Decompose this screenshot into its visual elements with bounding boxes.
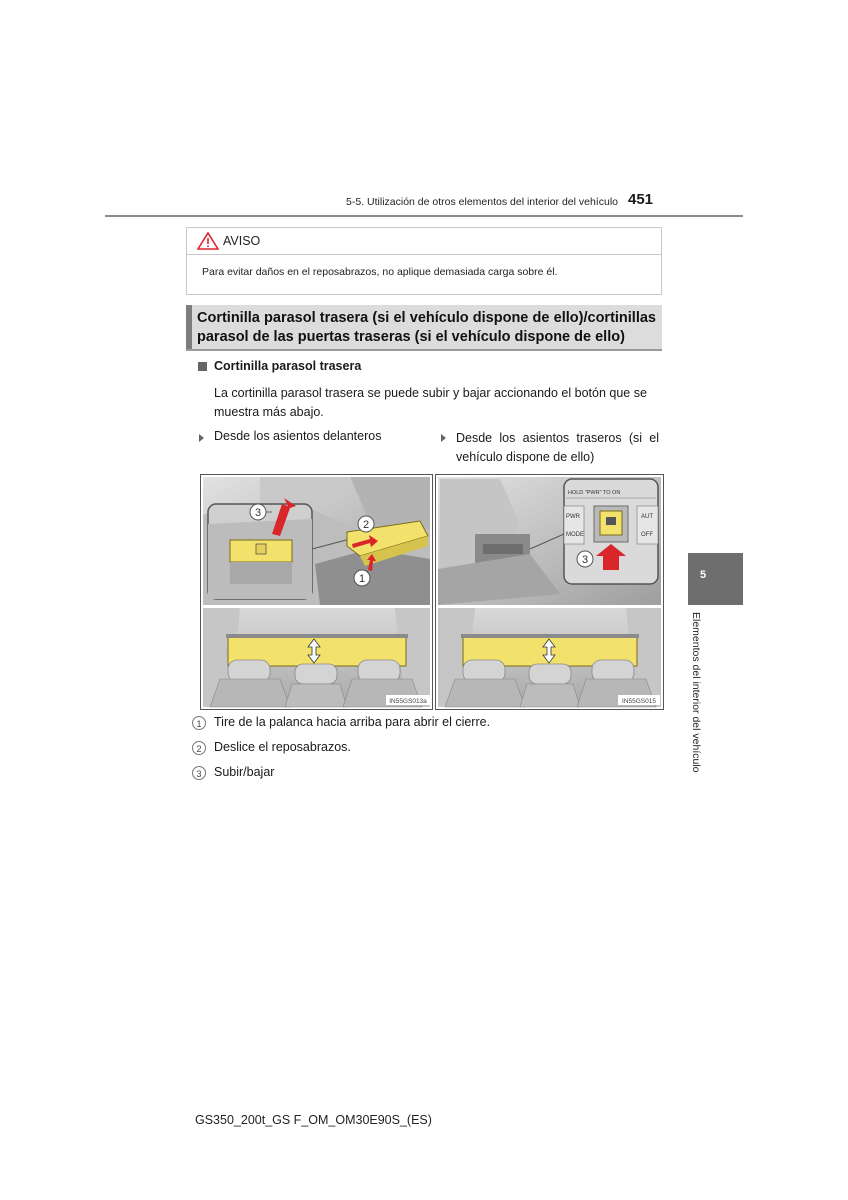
rear-sunshade-left [203, 608, 430, 707]
subsection-body: La cortinilla parasol trasera se puede subir y bajar accionando el botón que se muestra más abajo. [214, 386, 647, 419]
rear-armrest-panel [438, 477, 661, 605]
subsection-title: Cortinilla parasol trasera [214, 359, 362, 373]
sunshade-illustration [200, 474, 665, 710]
square-bullet-icon [198, 362, 207, 371]
warning-box [186, 227, 662, 295]
panel-label-hold-pwr: HOLD "PWR" TO ON [568, 490, 621, 496]
header-rule [105, 215, 743, 217]
chapter-tab [688, 553, 743, 605]
warning-header [187, 228, 661, 255]
bullet-rear-seats: Desde los asientos traseros (si el vehículo dispone de ello) [456, 431, 659, 464]
chapter-side-label: Elementos del interior del vehículo [690, 612, 702, 773]
warning-text: Para evitar daños en el reposabrazos, no aplique demasiada carga sobre él. [202, 266, 558, 278]
panel-label-mode: MODE [566, 532, 584, 538]
figure-code-left: IN55GS013a [389, 698, 427, 705]
step-text-2: Deslice el reposabrazos. [214, 740, 351, 754]
step-number-3: 3 [192, 766, 206, 780]
step-number-1: 1 [192, 716, 206, 730]
callout-3: 3 [254, 507, 262, 519]
bullet-front-seats: Desde los asientos delanteros [214, 429, 382, 443]
section-heading [186, 305, 662, 351]
warning-triangle-icon [197, 232, 219, 250]
document-footer: GS350_200t_GS F_OM_OM30E90S_(ES) [195, 1113, 432, 1127]
section-heading-bar [186, 305, 192, 349]
panel-label-off: OFF [641, 532, 653, 538]
callout-3-right: 3 [581, 554, 589, 566]
triangle-bullet-icon [441, 434, 446, 442]
warning-title: AVISO [223, 234, 261, 248]
section-title: Cortinilla parasol trasera (si el vehículo dispone de ello)/cortinillas parasol de las puertas traseras (si el vehículo dispone de ello) [197, 310, 656, 345]
callout-1: 1 [358, 573, 366, 585]
front-console-panel [203, 477, 430, 605]
chapter-number: 5 [700, 569, 707, 581]
step-text-3: Subir/bajar [214, 765, 275, 779]
figure-code-right: IN55GS015 [622, 698, 656, 705]
rear-sunshade-right [438, 608, 661, 707]
triangle-bullet-icon [199, 434, 204, 442]
page-number: 451 [628, 191, 654, 208]
panel-label-auto: AUT [641, 514, 653, 520]
chapter-side-label-wrap [690, 612, 710, 792]
step-number-2: 2 [192, 741, 206, 755]
panel-label-pwr: PWR [566, 514, 580, 520]
running-header: 5-5. Utilización de otros elementos del interior del vehículo [346, 196, 618, 208]
step-text-1: Tire de la palanca hacia arriba para abrir el cierre. [214, 715, 491, 729]
callout-2: 2 [362, 519, 370, 531]
